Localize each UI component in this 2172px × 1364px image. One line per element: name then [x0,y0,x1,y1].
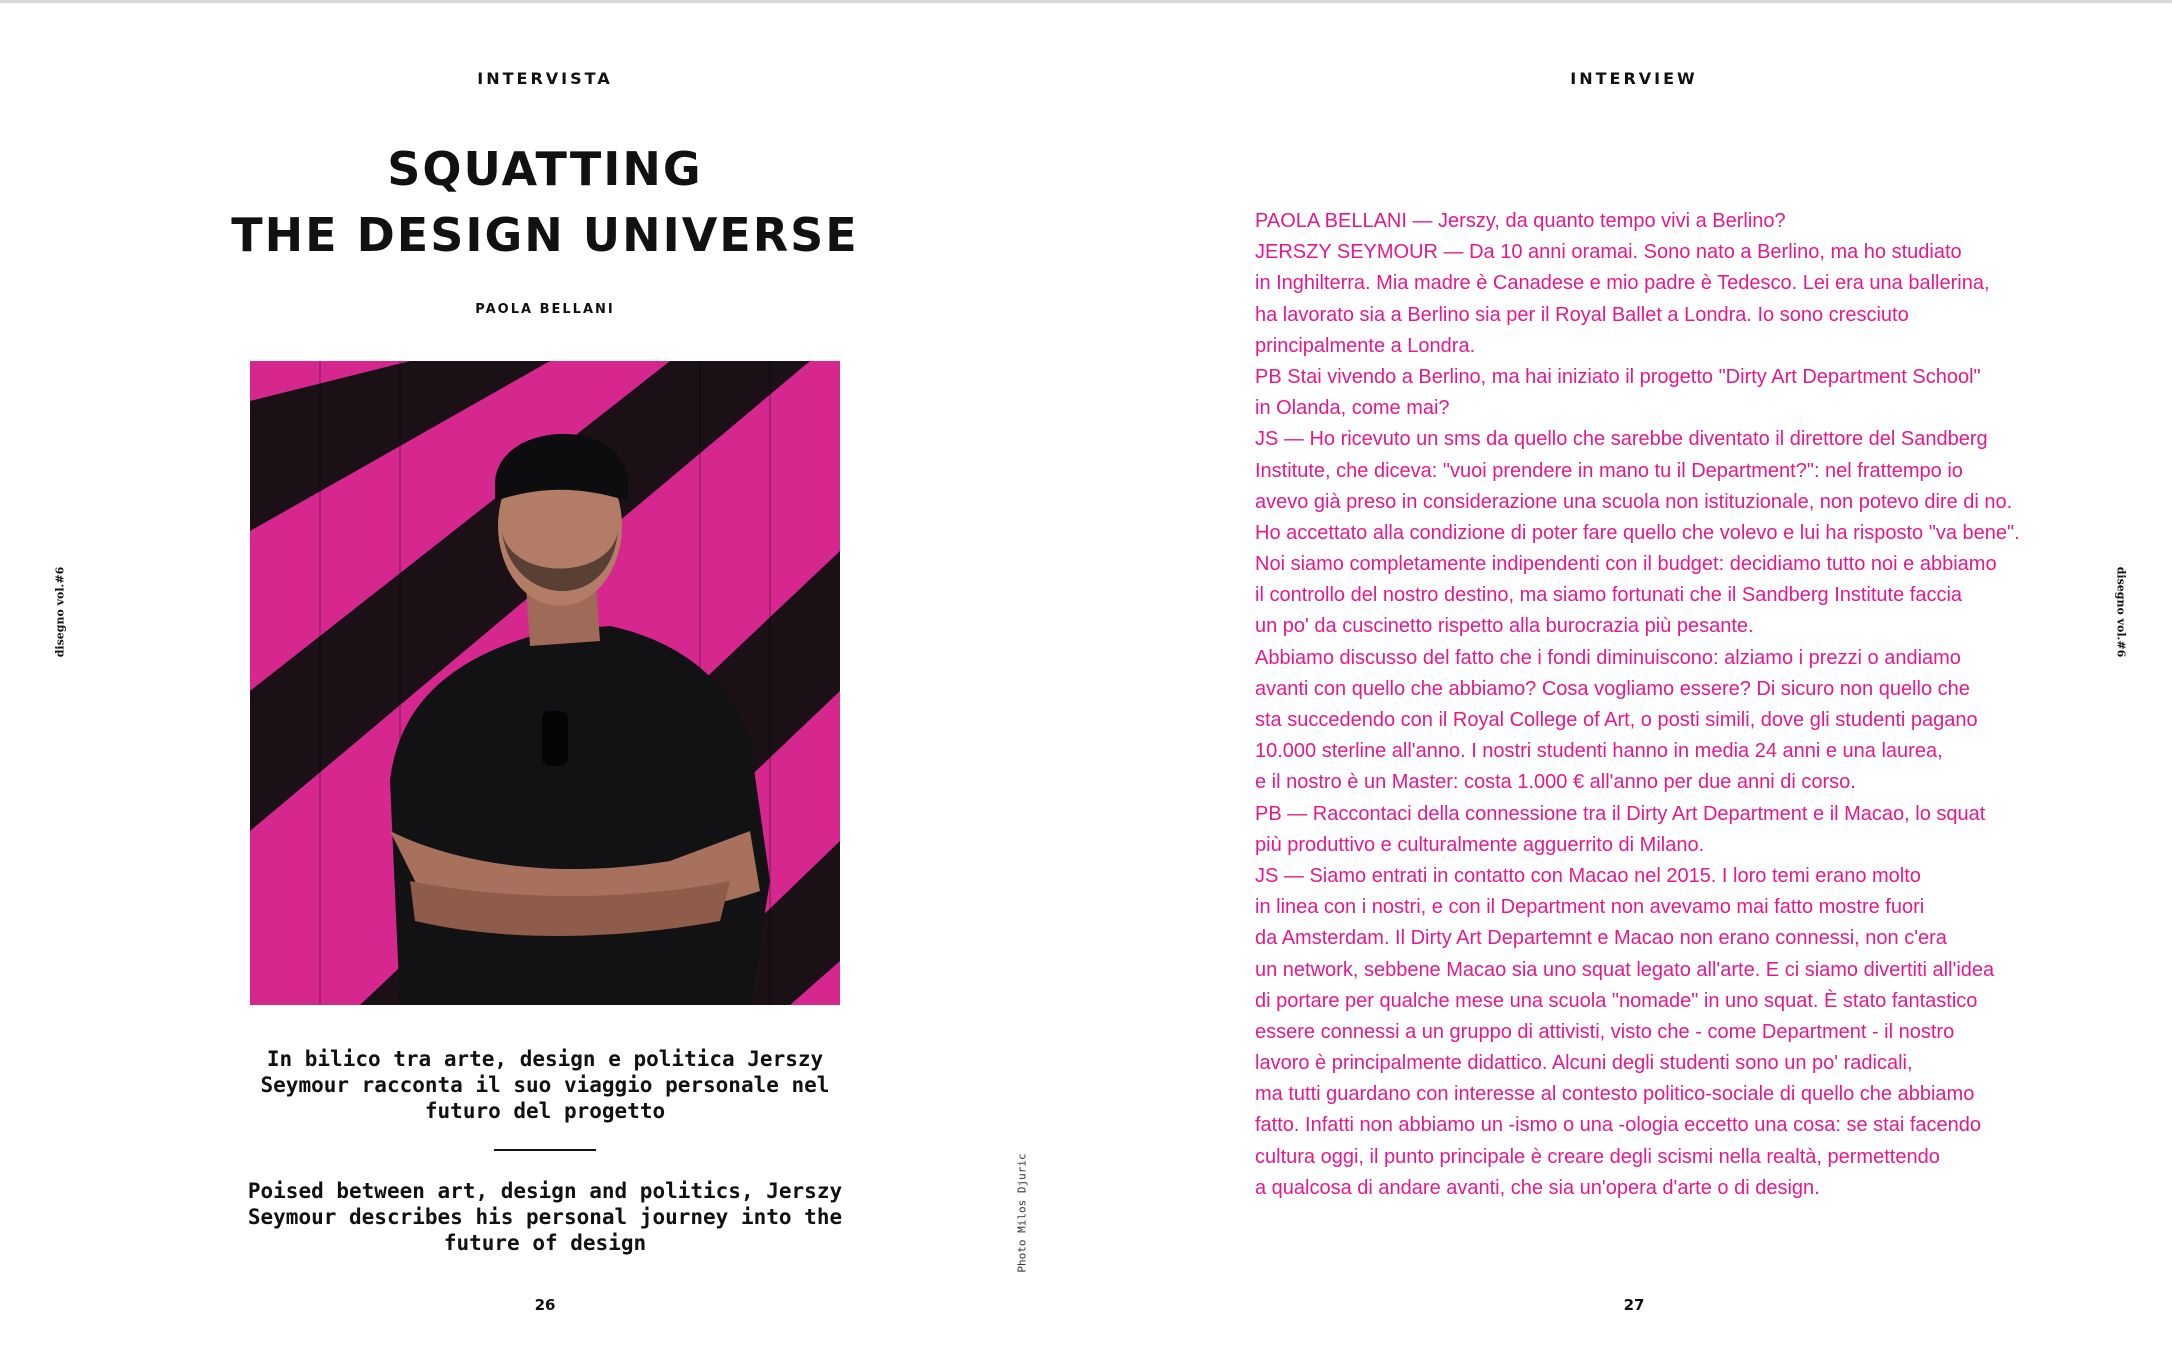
spine-text-right: disegno vol.#6 [2114,566,2128,658]
section-label-interview: INTERVIEW [1570,69,1698,88]
interview-line: più produttivo e culturalmente agguerrito di Milano. [1255,833,1705,856]
interview-line: JERSZY SEYMOUR — Da 10 anni oramai. Sono nato a Berlino, ma ho studiato [1255,241,1962,264]
interview-line: avanti con quello che abbiamo? Cosa vogliamo essere? Di sicuro non quello che [1255,677,1970,700]
interview-line: sta succedendo con il Royal College of Art, o posti simili, dove gli studenti pagano [1255,709,1978,731]
spine-text-left: disegno vol.#6 [53,566,67,658]
interview-line: un po' da cuscinetto rispetto alla burocrazia più pesante. [1255,615,1754,638]
caption-divider [494,1149,596,1151]
interview-line: cultura oggi, il punto principale è creare degli scismi nella realtà, permettendo [1255,1145,1940,1168]
interview-line: ma tutti guardano con interesse al contesto politico-sociale di quello che abbiamo [1255,1083,1975,1106]
interview-line: un network, sebbene Macao sia uno squat legato all'arte. E ci siamo divertiti all'idea [1255,958,1995,981]
caption-italian: In bilico tra arte, design e politica Jerszy Seymour racconta il suo viaggio personale nel futuro del progetto [260,1047,830,1123]
interview-line: a qualcosa di andare avanti, che sia un'opera d'arte o di design. [1255,1176,1820,1199]
interview-line: PAOLA BELLANI — Jerszy, da quanto tempo vivi a Berlino? [1255,210,1786,232]
article-title [195,136,895,268]
interview-line: PB — Raccontaci della connessione tra il Dirty Art Department e il Macao, lo squat [1255,802,1986,825]
interview-line: JS — Siamo entrati in contatto con Macao nel 2015. I loro temi erano molto [1255,864,1921,887]
author-byline: PAOLA BELLANI [475,302,615,317]
title-line-1: SQUATTING [387,142,703,196]
interview-line: fatto. Infatti non abbiamo un -ismo o una -ologia eccetto una cosa: se stai facendo [1255,1114,1982,1137]
interview-line: avevo già preso in considerazione una scuola non istituzionale, non potevo dire di no. [1255,490,2013,513]
page-number-right: 27 [1623,1296,1645,1314]
interview-line: JS — Ho ricevuto un sms da quello che sarebbe diventato il direttore del Sandberg [1255,428,1988,451]
interview-line: 10.000 sterline all'anno. I nostri studenti hanno in media 24 anni e una laurea, [1255,740,1943,763]
interview-line: Noi siamo completamente indipendenti con il budget: decidiamo tutto noi e abbiamo [1255,553,1997,576]
interview-line: in linea con i nostri, e con il Department non avevamo mai fatto mostre fuori [1255,896,1925,919]
interview-line: da Amsterdam. Il Dirty Art Departemnt e Macao non erano connessi, non c'era [1255,927,1947,950]
interview-line: principalmente a Londra. [1255,334,1476,357]
interview-line: PB Stai vivendo a Berlino, ma hai iniziato il progetto "Dirty Art Department School" [1255,365,1981,388]
interview-line: il controllo del nostro destino, ma siamo fortunati che il Sandberg Institute faccia [1255,584,1963,607]
title-line-2: THE DESIGN UNIVERSE [231,208,859,262]
interview-line: di portare per qualche mese una scuola "nomade" in uno squat. È stato fantastico [1255,989,1978,1012]
interview-line: e il nostro è un Master: costa 1.000 € all'anno per due anni di corso. [1255,771,1856,794]
interview-line: ha lavorato sia a Berlino sia per il Royal Ballet a Londra. Io sono cresciuto [1255,303,1909,326]
interview-text [1255,206,2055,1204]
caption-english: Poised between art, design and politics, Jerszy Seymour describes his personal journey into the future of design [247,1179,843,1255]
photo-credit: Photo Milos Djuric [1015,1153,1029,1273]
interview-line: in Inghilterra. Mia madre è Canadese e mio padre è Tedesco. Lei era una ballerina, [1255,272,1990,295]
interview-line: Institute, che diceva: "vuoi prendere in mano tu il Department?": nel frattempo io [1255,459,1963,482]
interview-line: in Olanda, come mai? [1255,397,1450,420]
interview-line: Ho accettato alla condizione di poter fare quello che volevo e lui ha risposto "va bene". [1255,521,2020,544]
section-label-intervista: INTERVISTA [477,69,613,88]
interview-line: Abbiamo discusso del fatto che i fondi diminuiscono: alziamo i prezzi o andiamo [1255,646,1961,669]
portrait-photo [250,361,840,1005]
page-number-left: 26 [534,1296,556,1314]
interview-line: essere connessi a un gruppo di attivisti, visto che - come Department - il nostro [1255,1020,1955,1043]
interview-line: lavoro è principalmente didattico. Alcuni degli studenti sono un po' radicali, [1255,1052,1913,1075]
